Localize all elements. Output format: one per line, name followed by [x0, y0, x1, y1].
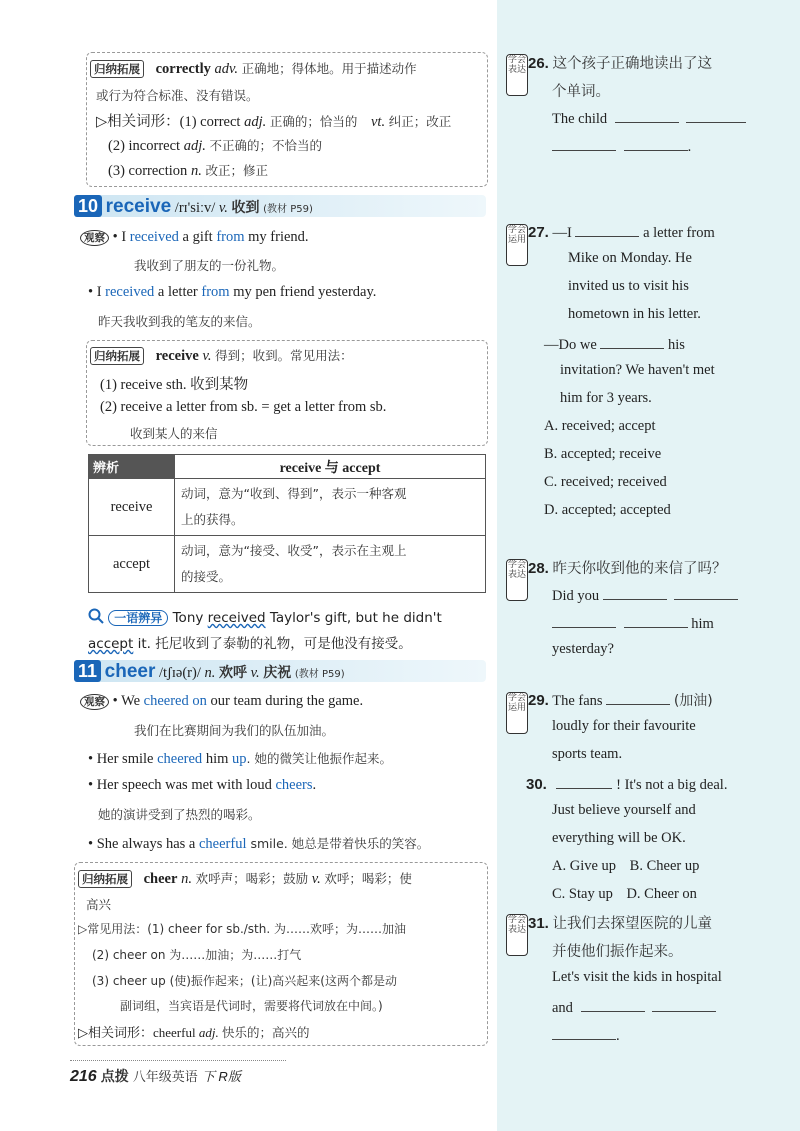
question-27: 27. —I a letter from [528, 224, 715, 241]
stamp-learn-express: 学会表达 [506, 54, 528, 96]
box3-line7: ▷相关词形：cheerful adj. 快乐的；高兴的 [78, 1025, 310, 1040]
box2-line3: (2) receive a letter from sb. = get a letter from sb. [100, 399, 387, 415]
answer-blank[interactable] [556, 774, 612, 789]
phonetic: /rɪ'siːv/ [174, 200, 216, 216]
tag-expansion: 归纳拓展 [90, 60, 144, 78]
box3-line5: (3) cheer up (使)振作起来；(让)高兴起来(这两个都是动 [92, 974, 397, 988]
example-2-translation: 昨天我收到我的笔友的来信。 [98, 314, 261, 329]
example-1-translation: 我收到了朋友的一份礼物。 [134, 258, 285, 273]
answer-blank[interactable] [606, 690, 670, 705]
example-2: • I received a letter from my pen friend yesterday. [88, 284, 377, 300]
option-c[interactable]: C. Stay up [552, 886, 613, 902]
box2-line2: (1) receive sth. 收到某物 [100, 377, 249, 393]
example-3: 观察 • We cheered on our team during the game. [80, 693, 363, 710]
answer-blank[interactable] [652, 997, 716, 1012]
answer-blank[interactable] [624, 613, 688, 628]
entry-header-cheer: 11 cheer /tʃɪə(r)/ n. 欢呼 v. 庆祝 (教材 P59) [74, 660, 345, 686]
option-a[interactable]: A. Give up [552, 858, 617, 874]
comparison-table [88, 454, 486, 593]
one-line-distinction-2: accept it. 托尼收到了泰勒的礼物，可是他没有接受。 [88, 636, 412, 652]
answer-blank[interactable] [686, 108, 746, 123]
option-d[interactable]: D. accepted; accepted [544, 502, 671, 518]
answer-blank[interactable] [552, 136, 616, 151]
box1-line5: (3) correction n. 改正；修正 [108, 163, 268, 179]
question-30: 30. ! It's not a big deal. [526, 776, 728, 793]
question-29: 29. The fans (加油) [528, 692, 713, 709]
stamp-learn-use: 学会运用 [506, 692, 528, 734]
option-c[interactable]: C. received; received [544, 474, 667, 490]
table-cell-word: receive [89, 479, 175, 536]
table-title: receive 与 accept [175, 455, 486, 479]
box3-line4: (2) cheer on 为……加油；为……打气 [92, 948, 302, 962]
question-26: 26. 这个孩子正确地读出了这 [528, 55, 712, 72]
brand: 点拨 [100, 1069, 129, 1085]
table-row [89, 536, 486, 593]
answer-blank[interactable] [624, 136, 688, 151]
answer-blank[interactable] [615, 108, 679, 123]
example-4: • Her smile cheered him up. 她的微笑让他振作起来。 [88, 751, 392, 767]
example-3-translation: 我们在比赛期间为我们的队伍加油。 [134, 723, 335, 738]
observe-tag: 观察 [80, 230, 109, 246]
answer-blank[interactable] [552, 1025, 616, 1040]
table-header-row [89, 455, 486, 479]
table-tag: 辨析 [89, 455, 175, 479]
headword: receive [105, 196, 172, 217]
option-b[interactable]: B. accepted; receive [544, 446, 662, 462]
example-1: 观察 • I received a gift from my friend. [80, 229, 309, 246]
answer-blank[interactable] [581, 997, 645, 1012]
answer-blank[interactable] [552, 613, 616, 628]
answer-blank[interactable] [603, 585, 667, 600]
option-a[interactable]: A. received; accept [544, 418, 656, 434]
answer-blank[interactable] [575, 222, 639, 237]
option-b[interactable]: B. Cheer up [629, 858, 700, 874]
example-6: • She always has a cheerful smile. 她总是带着快乐的笑容。 [88, 836, 430, 852]
box3-line1: 归纳拓展 cheer n. 欢呼声；喝彩；鼓励 v. 欢呼；喝彩；使 [78, 869, 412, 888]
box3-line2: 高兴 [86, 897, 112, 912]
box1-line1: 归纳拓展 correctly adv. 正确地；得体地。用于描述动作 [90, 59, 417, 78]
box2-line1: 归纳拓展 receive v. 得到；收到。常见用法： [90, 346, 353, 365]
box1-line2: 或行为符合标准、没有错误。 [96, 88, 259, 103]
entry-header-receive: 10 receive /rɪ'siːv/ v. 收到 (教材 P59) [74, 195, 313, 221]
grade: 八年级英语 [132, 1070, 198, 1085]
box1-line4: (2) incorrect adj. 不正确的；不恰当的 [108, 138, 322, 154]
one-line-distinction: 一语辨异 Tony received Taylor's gift, but he didn't [88, 608, 442, 628]
box3-line3: ▷常见用法：(1) cheer for sb./sth. 为……欢呼；为……加油 [78, 922, 406, 936]
stamp-learn-use: 学会运用 [506, 224, 528, 266]
answer-blank[interactable] [600, 334, 664, 349]
question-31: 31. 让我们去探望医院的儿童 [528, 915, 712, 932]
example-5-translation: 她的演讲受到了热烈的喝彩。 [98, 807, 261, 822]
edition: 下 R版 [201, 1069, 241, 1084]
page-footer [70, 1066, 241, 1086]
answer-blank[interactable] [674, 585, 738, 600]
stamp-learn-express: 学会表达 [506, 914, 528, 956]
option-d[interactable]: D. Cheer on [626, 886, 697, 902]
entry-number: 10 [74, 195, 102, 217]
footer-rule [70, 1060, 286, 1061]
stamp-learn-express: 学会表达 [506, 559, 528, 601]
box1-line3: ▷相关词形：(1) correct adj. 正确的；恰当的 vt. 纠正；改正 [96, 114, 452, 130]
one-line-tag: 一语辨异 [108, 610, 168, 626]
box3-line6: 副词组，当宾语是代词时，需要将代词放在中间。) [120, 999, 383, 1013]
table-row [89, 479, 486, 536]
box2-line4: 收到某人的来信 [130, 426, 218, 441]
example-5: • Her speech was met with loud cheers. [88, 777, 317, 793]
page-number: 216 [70, 1068, 97, 1085]
magnifier-icon [88, 608, 104, 628]
table-cell-desc: 动词，意为“收到、得到”，表示一种客观 上的获得。 [175, 479, 486, 536]
table-cell-desc: 动词，意为“接受、收受”，表示在主观上 的接受。 [175, 536, 486, 593]
question-28: 28. 昨天你收到他的来信了吗？ [528, 560, 727, 577]
table-cell-word: accept [89, 536, 175, 593]
